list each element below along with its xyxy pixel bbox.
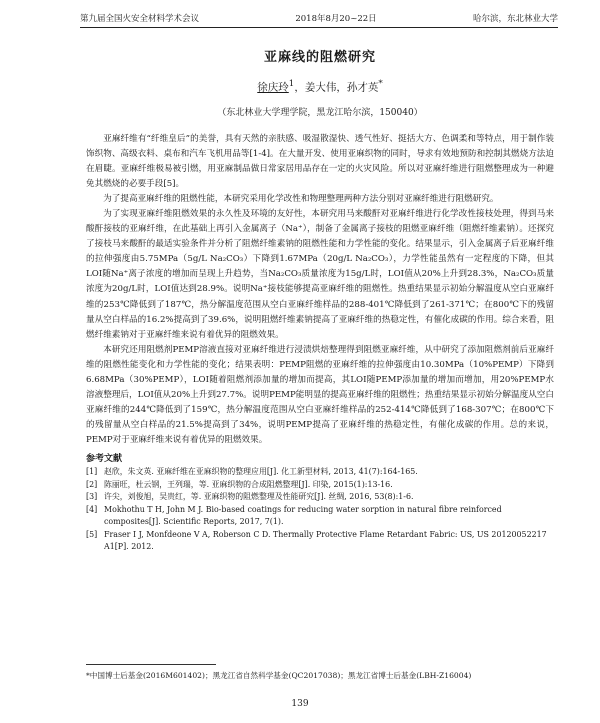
header-conference: 第九届全国火安全材料学术会议 bbox=[80, 14, 200, 24]
reference-number: [2] bbox=[86, 479, 98, 489]
author-line bbox=[86, 79, 554, 95]
reference-number: [1] bbox=[86, 467, 98, 477]
reference-text: 陈丽旺，杜云钢，王列瑞，等. 亚麻织物的合成阻燃整理[J]. 印染, 2015(1):13-16. bbox=[104, 479, 393, 489]
reference-number: [3] bbox=[86, 492, 98, 502]
header-location: 哈尔滨，东北林业大学 bbox=[472, 14, 558, 24]
reference-text: 许尖，刘俊旭，吴贵红，等. 亚麻织物的阻燃整理及性能研究[J]. 丝绸, 2016, 53(8):1-6. bbox=[104, 492, 414, 502]
reference-number: [4] bbox=[86, 504, 98, 514]
reference-text: Fraser I J, Monfdeone V A, Roberson C D. Thermally Protective Flame Retardant Fabric: US, US 20120052217 A1[P]. 2012. bbox=[104, 529, 547, 551]
reference-text: Mokhothu T H, John M J. Bio-based coatings for reducing water sorption in natural fibre reinforced composites[J]. Scientific Reports, 2017, 7(1). bbox=[104, 504, 502, 527]
affiliation: （东北林业大学理学院，黑龙江哈尔滨，150040） bbox=[217, 107, 423, 118]
reference-item bbox=[86, 504, 554, 529]
footnote-rule bbox=[86, 664, 216, 665]
reference-item bbox=[86, 491, 554, 503]
reference-item bbox=[86, 479, 554, 491]
corresponding-mark: * bbox=[378, 79, 383, 89]
paragraph-pemp-treatment: 本研究还用阻燃剂PEMP溶液直接对亚麻纤维进行浸渍烘焙整理得到阻燃亚麻纤维，从中研究了添加阻燃剂前后亚麻纤维的阻燃性能变化和力学性能的变化；结果表明：PEMP阻燃的亚麻纤维的拉伸强度由10.30MPa（10%PEMP）下降到6.68MPa（30%PEMP），LOI随着阻燃剂添加量的增加而提高，其LOI随PEMP添加量的增加而增加，用20%PEMP水溶液整理后，LOI值从20%上升到27.7%。说明PEMP能明显的提高亚麻纤维的阻燃性；热重结果显示初始分解温度从空白亚麻纤维的244℃降低到了159℃，热分解温度范围从空白亚麻纤维样品的252-414℃降低到了168-307℃；在800℃下的残留量从空白样品的21.5%提高到了34%，说明PEMP提高了亚麻纤维的热稳定性，有催化成碳的作用。总的来说，PEMP对于亚麻纤维来说有着优异的阻燃效果。 bbox=[86, 344, 554, 446]
funding-footnote: *中国博士后基金(2016M601402)；黑龙江省自然科学基金(QC2017038)；黑龙江省博士后基金(LBH-Z16004) bbox=[86, 671, 472, 680]
reference-text: 赵欣，朱文英. 亚麻纤维在亚麻织物的整理应用[J]. 化工新型材料, 2013, 41(7):164-165. bbox=[104, 467, 418, 477]
paper-title: 亚麻线的阻燃研究 bbox=[263, 50, 376, 65]
reference-item bbox=[86, 466, 554, 478]
first-author-mark: 1 bbox=[288, 79, 295, 89]
coauthors: ，姜大伟，孙才英 bbox=[294, 81, 379, 94]
paragraph-intro: 亚麻纤维有“纤维皇后”的美誉，具有天然的亲肤感、吸湿散湿快、透气性好、挺括大方、色调柔和等特点，用于制作装饰织物、高级衣料、桌布和汽车飞机用品等[1-4]。在大量开发、使用亚麻织物的同时，导求有效地预防和控制其燃烧方法迫在眉睫。亚麻纤维极易被引燃，用亚麻制品做日常家居用品存在一定的火灾风险。所以对亚麻纤维进行阻燃整理成为一种避免其燃烧的必要手段[5]。 bbox=[86, 133, 554, 189]
references-heading: 参考文献 bbox=[86, 454, 123, 465]
reference-number: [5] bbox=[86, 529, 98, 539]
paragraph-chemical-modification: 为了实现亚麻纤维阻燃效果的永久性及环境的友好性，本研究用马来酸酐对亚麻纤维进行化学改性接枝处理，得到马来酸酐接枝的亚麻纤维，在此基础上再引入金属离子（Na⁺），制备了金属离子接枝的阻燃亚麻纤维（阻燃纤维素钠）。还探究了接枝马来酸酐的最适实验条件并分析了阻燃纤维素钠的阻燃性能和力学性能的变化。结果显示，引入金属离子后亚麻纤维的拉伸强度由5.75MPa（5g/L Na₂CO₃）下降到1.67MPa（20g/L Na₂CO₃），力学性能虽然有一定程度的下降，但其LOI随Na⁺离子浓度的增加而呈现上升趋势，当Na₂CO₃质量浓度为15g/L时，LOI值从20%上升到28.3%，Na₂CO₃质量浓度为20g/L时，LOI值达到28.9%。说明Na⁺接枝能够提高亚麻纤维的阻燃性。热重结果显示初始分解温度从空白亚麻纤维的253℃降低到了187℃，热分解温度范围从空白亚麻纤维样品的288-401℃降低到了261-371℃；在800℃下的残留量从空白样品的16.2%提高到了39.6%，说明阻燃纤维素钠提高了亚麻纤维的热稳定性，有催化成碳的作用。综合来看，阻燃纤维素钠对于亚麻纤维来说有着优异的阻燃效果。 bbox=[86, 208, 554, 340]
body-text bbox=[86, 132, 554, 449]
page-number: 139 bbox=[291, 699, 309, 709]
running-header bbox=[80, 0, 558, 28]
reference-list bbox=[86, 466, 554, 553]
header-date: 2018年8月20~22日 bbox=[295, 14, 377, 24]
paragraph-aim: 为了提高亚麻纤维的阻燃性能，本研究采用化学改性和物理整理两种方法分别对亚麻纤维进行阻燃研究。 bbox=[103, 193, 499, 204]
reference-item bbox=[86, 529, 554, 554]
first-author: 徐庆玲 bbox=[257, 81, 289, 94]
